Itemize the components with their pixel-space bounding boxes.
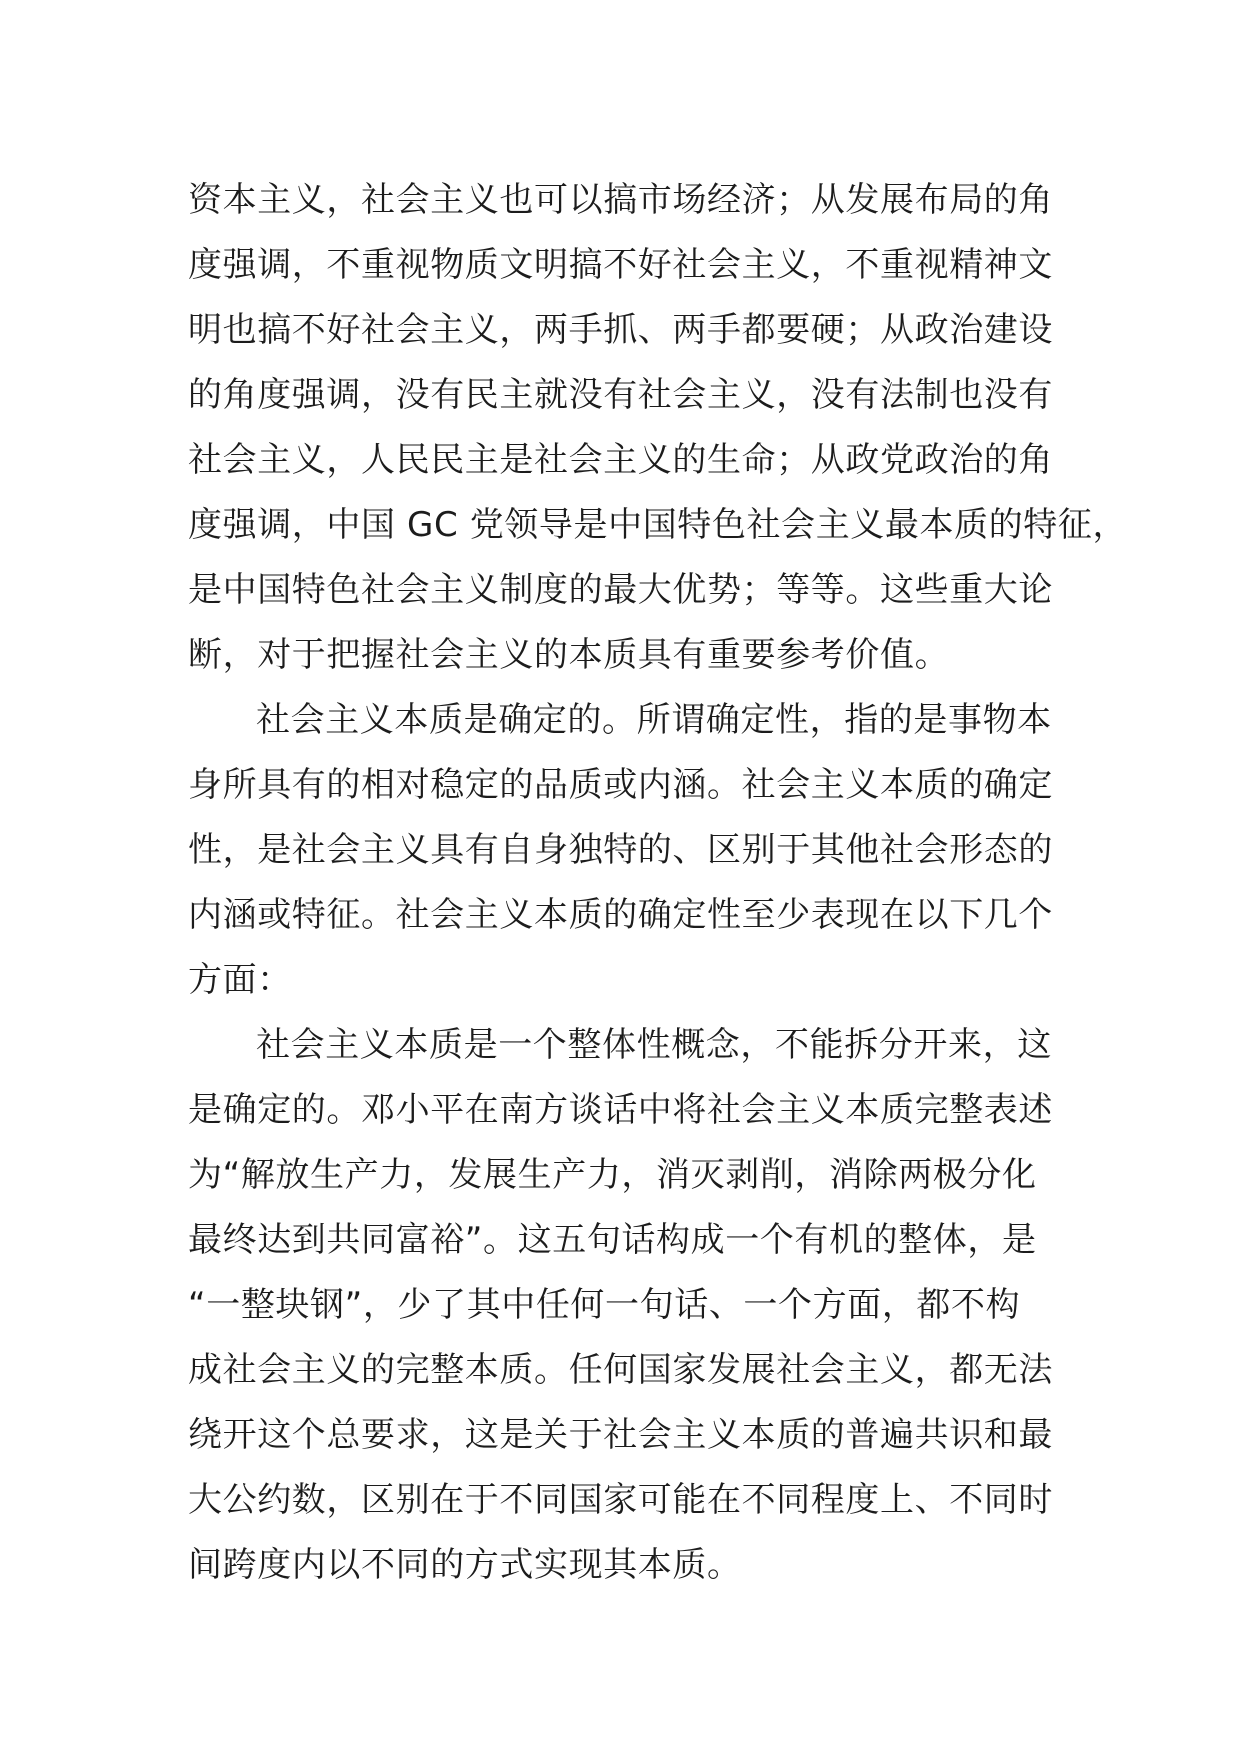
- text-line: 社会主义本质是确定的。所谓确定性，指的是事物本: [256, 700, 1052, 740]
- text-line: 身所具有的相对稳定的品质或内涵。社会主义本质的确定: [188, 765, 1053, 805]
- text-line: 度强调，不重视物质文明搞不好社会主义，不重视精神文: [188, 245, 1053, 285]
- text-line: 大公约数，区别在于不同国家可能在不同程度上、不同时: [188, 1480, 1053, 1520]
- text-line: 间跨度内以不同的方式实现其本质。: [188, 1545, 742, 1585]
- text-line: 最终达到共同富裕”。这五句话构成一个有机的整体，是: [188, 1220, 1037, 1260]
- text-line: 度强调，中国 GC 党领导是中国特色社会主义最本质的特征，: [188, 505, 1128, 545]
- text-line: 性，是社会主义具有自身独特的、区别于其他社会形态的: [188, 830, 1053, 870]
- paragraph-3: [188, 1013, 1088, 1598]
- text-line: 明也搞不好社会主义，两手抓、两手都要硬；从政治建设: [188, 310, 1053, 350]
- text-line: 断，对于把握社会主义的本质具有重要参考价值。: [188, 635, 950, 675]
- paragraph-1: [188, 168, 1128, 688]
- text-line: 的角度强调，没有民主就没有社会主义，没有法制也没有: [188, 375, 1053, 415]
- paragraph-2: [188, 688, 1088, 1013]
- text-line: 为“解放生产力，发展生产力，消灭剥削，消除两极分化: [188, 1155, 1037, 1195]
- text-line: 社会主义，人民民主是社会主义的生命；从政党政治的角: [188, 440, 1053, 480]
- text-line: 绕开这个总要求，这是关于社会主义本质的普遍共识和最: [188, 1415, 1053, 1455]
- text-line: 资本主义，社会主义也可以搞市场经济；从发展布局的角: [188, 180, 1053, 220]
- text-line: 成社会主义的完整本质。任何国家发展社会主义，都无法: [188, 1350, 1053, 1390]
- text-line: 内涵或特征。社会主义本质的确定性至少表现在以下几个: [188, 895, 1053, 935]
- text-line: 方面：: [188, 960, 292, 1000]
- document-body: [188, 168, 1128, 1598]
- text-line: 是中国特色社会主义制度的最大优势；等等。这些重大论: [188, 570, 1053, 610]
- text-line: 社会主义本质是一个整体性概念，不能拆分开来，这: [256, 1025, 1052, 1065]
- text-line: 是确定的。邓小平在南方谈话中将社会主义本质完整表述: [188, 1090, 1053, 1130]
- text-line: “一整块钢”，少了其中任何一句话、一个方面，都不构: [188, 1285, 1021, 1325]
